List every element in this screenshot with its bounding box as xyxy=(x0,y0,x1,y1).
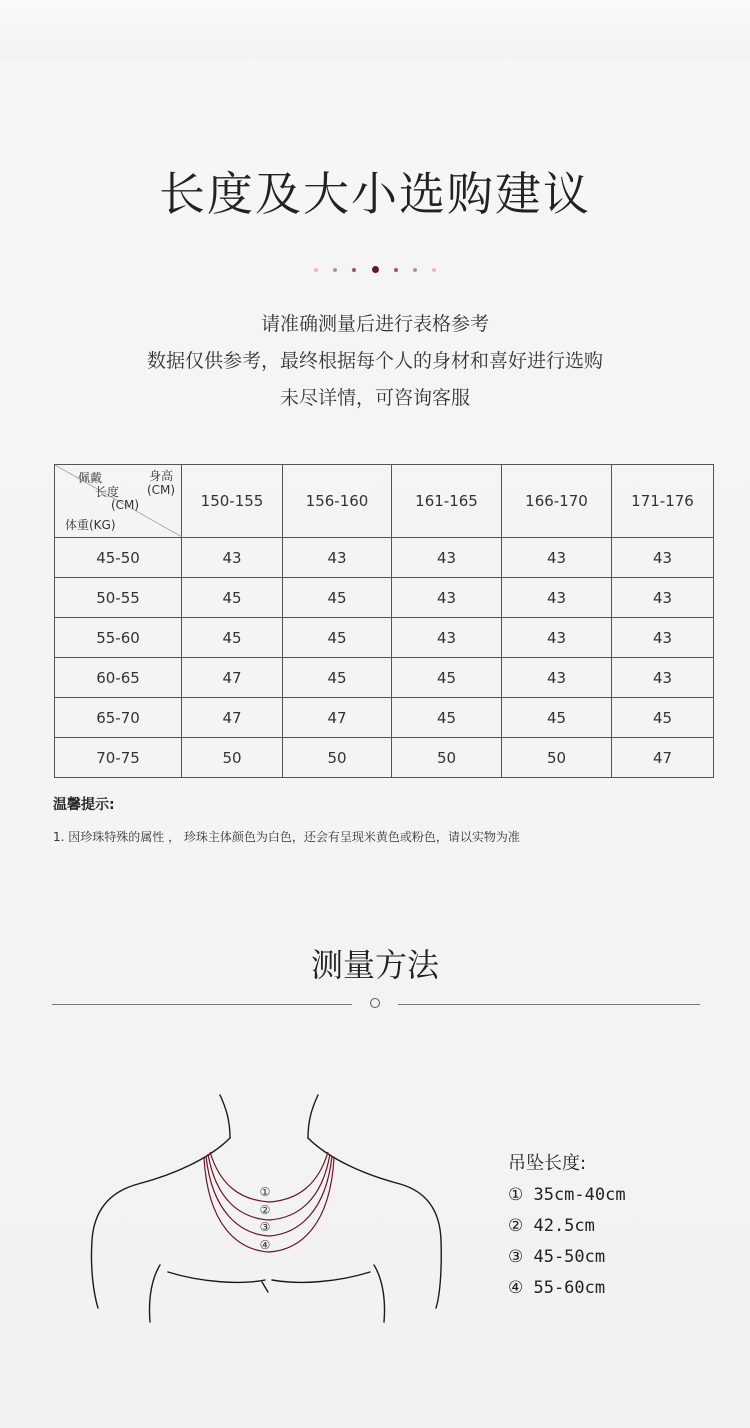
decorative-dots xyxy=(0,259,750,269)
table-cell: 43 xyxy=(182,538,283,578)
marker-2: ② xyxy=(259,1203,271,1217)
sternum-line xyxy=(262,1282,268,1292)
table-cell: 50 xyxy=(283,738,392,778)
top-band xyxy=(0,0,750,60)
table-row xyxy=(55,698,714,738)
table-cell: 50 xyxy=(182,738,283,778)
table-cell: 43 xyxy=(502,538,612,578)
table-cell: 47 xyxy=(182,698,283,738)
column-header: 166-170 xyxy=(502,465,612,538)
dot-icon xyxy=(333,268,337,272)
measure-title: 测量方法 xyxy=(310,946,439,984)
intro-line: 请准确测量后进行表格参考 xyxy=(260,313,489,335)
necklace-strands xyxy=(204,1152,334,1252)
divider-circle-icon xyxy=(370,998,380,1008)
table-cell: 47 xyxy=(283,698,392,738)
table-cell: 45 xyxy=(283,618,392,658)
table-row xyxy=(55,618,714,658)
left-shoulder-line xyxy=(91,1138,230,1308)
table-cell: 43 xyxy=(283,538,392,578)
collarbone-right xyxy=(272,1272,370,1282)
table-cell: 47 xyxy=(612,738,714,778)
table-cell: 50 xyxy=(392,738,502,778)
intro-text xyxy=(0,306,750,417)
marker-3: ③ xyxy=(259,1220,271,1234)
table-header-row xyxy=(55,465,714,538)
table-cell: 43 xyxy=(612,658,714,698)
table-cell: 43 xyxy=(392,538,502,578)
table-cell: 45 xyxy=(612,698,714,738)
divider-left xyxy=(52,1004,352,1005)
table-cell: 43 xyxy=(612,538,714,578)
table-row xyxy=(55,578,714,618)
corner-weight-label: 体重(KG) xyxy=(65,518,116,532)
neck-right-line xyxy=(308,1095,318,1138)
column-header: 150-155 xyxy=(182,465,283,538)
row-weight: 55-60 xyxy=(55,618,182,658)
legend-item: ① 35cm-40cm xyxy=(508,1185,626,1205)
column-header: 156-160 xyxy=(283,465,392,538)
corner-length-unit: (CM) xyxy=(111,498,140,512)
dot-icon xyxy=(394,268,398,272)
table-cell: 50 xyxy=(502,738,612,778)
neck-necklace-icon xyxy=(80,1090,450,1350)
right-arm-line xyxy=(374,1265,385,1322)
table-row xyxy=(55,738,714,778)
table-cell: 45 xyxy=(392,658,502,698)
legend-item: ④ 55-60cm xyxy=(508,1278,606,1298)
table-corner-cell xyxy=(55,465,182,538)
corner-length-label: 长度 xyxy=(95,485,120,499)
table-cell: 45 xyxy=(283,658,392,698)
pendant-length-legend xyxy=(508,1148,626,1304)
row-weight: 70-75 xyxy=(55,738,182,778)
dot-icon xyxy=(432,268,436,272)
legend-title: 吊坠长度: xyxy=(508,1153,587,1174)
tips-text: 1. 因珍珠特殊的属性 ， 珍珠主体颜色为白色，还会有呈现米黄色或粉色，请以实物为准 xyxy=(53,830,520,844)
column-header: 161-165 xyxy=(392,465,502,538)
collarbone-left xyxy=(168,1272,265,1282)
neck-left-line xyxy=(220,1095,230,1138)
table-cell: 43 xyxy=(502,658,612,698)
table-row xyxy=(55,538,714,578)
row-weight: 50-55 xyxy=(55,578,182,618)
left-arm-line xyxy=(149,1265,160,1322)
table-cell: 43 xyxy=(502,578,612,618)
legend-item: ③ 45-50cm xyxy=(508,1247,606,1267)
table-cell: 43 xyxy=(392,618,502,658)
intro-line: 数据仅供参考，最终根据每个人的身材和喜好进行选购 xyxy=(146,350,603,372)
table-cell: 45 xyxy=(392,698,502,738)
marker-4: ④ xyxy=(259,1238,271,1252)
table-row xyxy=(55,658,714,698)
table-cell: 45 xyxy=(182,618,283,658)
row-weight: 60-65 xyxy=(55,658,182,698)
corner-height-unit: (CM) xyxy=(147,483,176,497)
table-cell: 47 xyxy=(182,658,283,698)
table-cell: 43 xyxy=(392,578,502,618)
table-cell: 43 xyxy=(502,618,612,658)
table-cell: 43 xyxy=(612,618,714,658)
size-table xyxy=(54,464,714,778)
table-cell: 45 xyxy=(182,578,283,618)
dot-icon xyxy=(413,268,417,272)
table-cell: 45 xyxy=(283,578,392,618)
table-cell: 43 xyxy=(612,578,714,618)
corner-height-label: 身高 xyxy=(149,469,174,483)
row-weight: 65-70 xyxy=(55,698,182,738)
corner-wear-label: 佩戴 xyxy=(78,471,103,485)
table-cell: 45 xyxy=(502,698,612,738)
dot-icon xyxy=(314,268,318,272)
column-header: 171-176 xyxy=(612,465,714,538)
page-title: 长度及大小选购建议 xyxy=(159,167,591,221)
row-weight: 45-50 xyxy=(55,538,182,578)
dot-icon xyxy=(352,268,356,272)
divider-right xyxy=(398,1004,700,1005)
dot-icon xyxy=(372,266,379,273)
tips-title: 温馨提示: xyxy=(53,797,115,813)
marker-1: ① xyxy=(259,1185,271,1199)
intro-line: 未尽详情，可咨询客服 xyxy=(279,387,470,409)
legend-item: ② 42.5cm xyxy=(508,1216,595,1236)
